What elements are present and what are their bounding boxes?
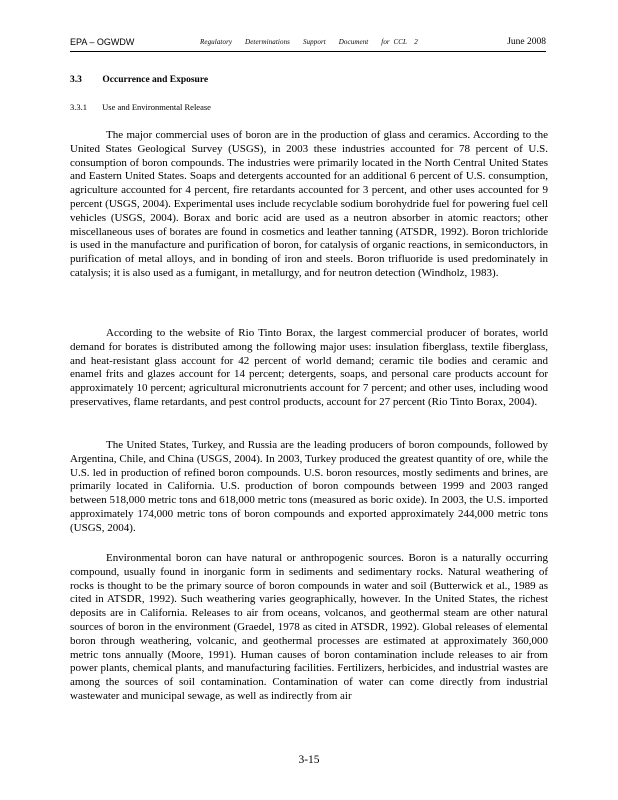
paragraph-text: The United States, Turkey, and Russia are the leading producers of boron compounds, followed by Argentina, Chile, and China (USGS, 2004). In 2003, Turkey produced the greatest quantity of ore, while the U.S. led in production of refined boron compounds. U.S. boron resources, mostly sediments and brines, are primarily located in California. U.S. production of boron compounds between 1999 and 2003 ranged between 518,000 metric tons and 618,000 metric tons (measured as boric oxide). In 2003, the U.S. imported approximately 174,000 metric tons of boron compounds and exported approximately 244,000 metric tons (USGS, 2004). — [70, 439, 548, 534]
header-agency: EPA – OGWDW — [70, 37, 135, 47]
page-header — [70, 37, 546, 52]
subsection-number: 3.3.1 — [70, 102, 87, 112]
header-date: June 2008 — [507, 37, 546, 47]
body-paragraph-3 — [70, 439, 548, 536]
section-title: Occurrence and Exposure — [102, 75, 209, 85]
section-number: 3.3 — [70, 75, 82, 85]
header-document-title: Regulatory Determinations Support Document for CCL 2 — [200, 38, 418, 46]
paragraph-text: The major commercial uses of boron are in the production of glass and ceramics. According to the United States Geological Survey (USGS), in 2003 these industries accounted for 78 percent of U.S. consumption of boron compounds. The industries were primarily located in the North Central United States and Eastern United States. Soaps and detergents accounted for an additional 6 percent of U.S. consumption, agriculture accounted for 4 percent, fire retardants accounted for 3 percent, and other uses accounted for 9 percent (USGS, 2004). Experimental uses include recyclable sodium borohydride fuel for powering fuel cell vehicles (USGS, 2004). Borax and boric acid are used as a neutron absorber in atomic reactors; other miscellaneous uses of borates are found in cosmetics and leather tanning (ATSDR, 1992). Boron trichloride is used in the manufacture and purification of boron, for catalysis of organic reactions, in semiconductors, in purification of metal alloys, and in bonding of iron and steels. Boron trifluoride is used predominately in catalysis; it is also used as a fumigant, in metallurgy, and for neutron detection (Windholz, 1983). — [70, 129, 548, 279]
paragraph-text: According to the website of Rio Tinto Borax, the largest commercial producer of borates, world demand for borates is distributed among the following major uses: insulation fiberglass, textile fiberglass, and heat-resistant glass account for 42 percent of world demand; ceramic tile bodies and ceramic and enamel frits and glazes account for 14 percent; detergents, soaps, and personal care products account for approximately 10 percent; agricultural micronutrients account for 7 percent; and other uses, including wood preservatives, flame retardants, and pest control products, account for 27 percent (Rio Tinto Borax, 2004). — [70, 327, 548, 408]
page-number: 3-15 — [298, 754, 320, 766]
paragraph-text: Environmental boron can have natural or anthropogenic sources. Boron is a naturally occurring compound, usually found in inorganic form in sediments and sedimentary rocks. Natural weathering of rocks is thought to be the primary source of boron compounds in water and soil (Butterwick et al., 1989 as cited in ATSDR, 1992). Such weathering varies geographically, however. In the United States, the richest deposits are in California. Releases to air from oceans, volcanos, and geothermal steam are other natural sources of boron in the environment (Graedel, 1978 as cited in ATSDR, 1992). Global releases of elemental boron through weathering, volcanic, and geothermal processes are estimated at approximately 360,000 metric tons annually (Moore, 1991). Human causes of boron contamination include releases to air from power plants, chemical plants, and manufacturing facilities. Fertilizers, herbicides, and industrial wastes are among the sources of soil contamination. Contamination of water can come directly from industrial wastewater and municipal sewage, as well as indirectly from air — [70, 552, 548, 702]
body-paragraph-1 — [70, 129, 548, 281]
body-paragraph-4 — [70, 552, 548, 704]
section-heading — [70, 75, 208, 85]
body-paragraph-2 — [70, 327, 548, 410]
subsection-heading — [70, 102, 211, 112]
subsection-title: Use and Environmental Release — [102, 102, 211, 112]
